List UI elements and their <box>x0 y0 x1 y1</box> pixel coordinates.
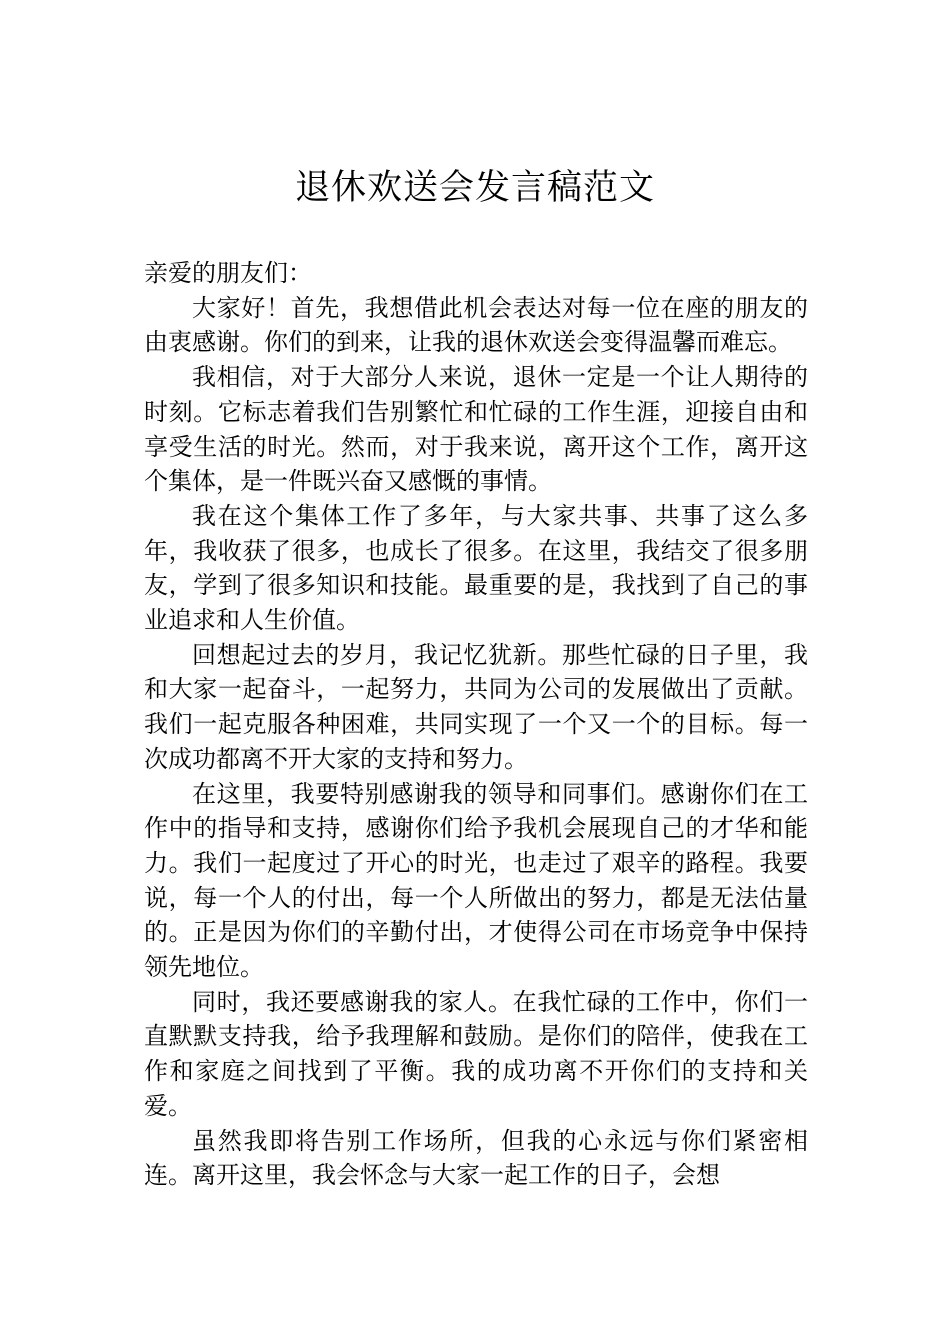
paragraph-thanks-colleagues: 在这里，我要特别感谢我的领导和同事们。感谢你们在工作中的指导和支持，感谢你们给予我机会展现自己的才华和能力。我们一起度过了开心的时光，也走过了艰辛的路程。我要说，每一个人的付出，每一个人所做出的努力，都是无法估量的。正是因为你们的辛勤付出，才使得公司在市场竞争中保持领先地位。 <box>144 779 808 982</box>
paragraph-thanks-family: 同时，我还要感谢我的家人。在我忙碌的工作中，你们一直默默支持我，给予我理解和鼓励。是你们的陪伴，使我在工作和家庭之间找到了平衡。我的成功离不开你们的支持和关爱。 <box>144 987 808 1120</box>
paragraph-gratitude: 大家好！首先，我想借此机会表达对每一位在座的朋友的由衷感谢。你们的到来，让我的退休欢送会变得温馨而难忘。 <box>144 293 808 357</box>
document-body <box>144 256 808 1193</box>
salutation: 亲爱的朋友们： <box>144 259 312 287</box>
document-title: 退休欢送会发言稿范文 <box>294 168 655 208</box>
paragraph-farewell: 虽然我即将告别工作场所，但我的心永远与你们紧密相连。离开这里，我会怀念与大家一起工作的日子，会想 <box>144 1126 808 1190</box>
paragraph-memories: 回想起过去的岁月，我记忆犹新。那些忙碌的日子里，我和大家一起奋斗，一起努力，共同为公司的发展做出了贡献。我们一起克服各种困难，共同实现了一个又一个的目标。每一次成功都离不开大家的支持和努力。 <box>144 640 808 773</box>
paragraph-years-of-work: 我在这个集体工作了多年，与大家共事、共事了这么多年，我收获了很多，也成长了很多。在这里，我结交了很多朋友，学到了很多知识和技能。最重要的是，我找到了自己的事业追求和人生价值。 <box>144 501 808 635</box>
paragraph-retirement-meaning: 我相信，对于大部分人来说，退休一定是一个让人期待的时刻。它标志着我们告别繁忙和忙碌的工作生涯，迎接自由和享受生活的时光。然而，对于我来说，离开这个工作，离开这个集体，是一件既兴奋又感慨的事情。 <box>144 363 808 496</box>
